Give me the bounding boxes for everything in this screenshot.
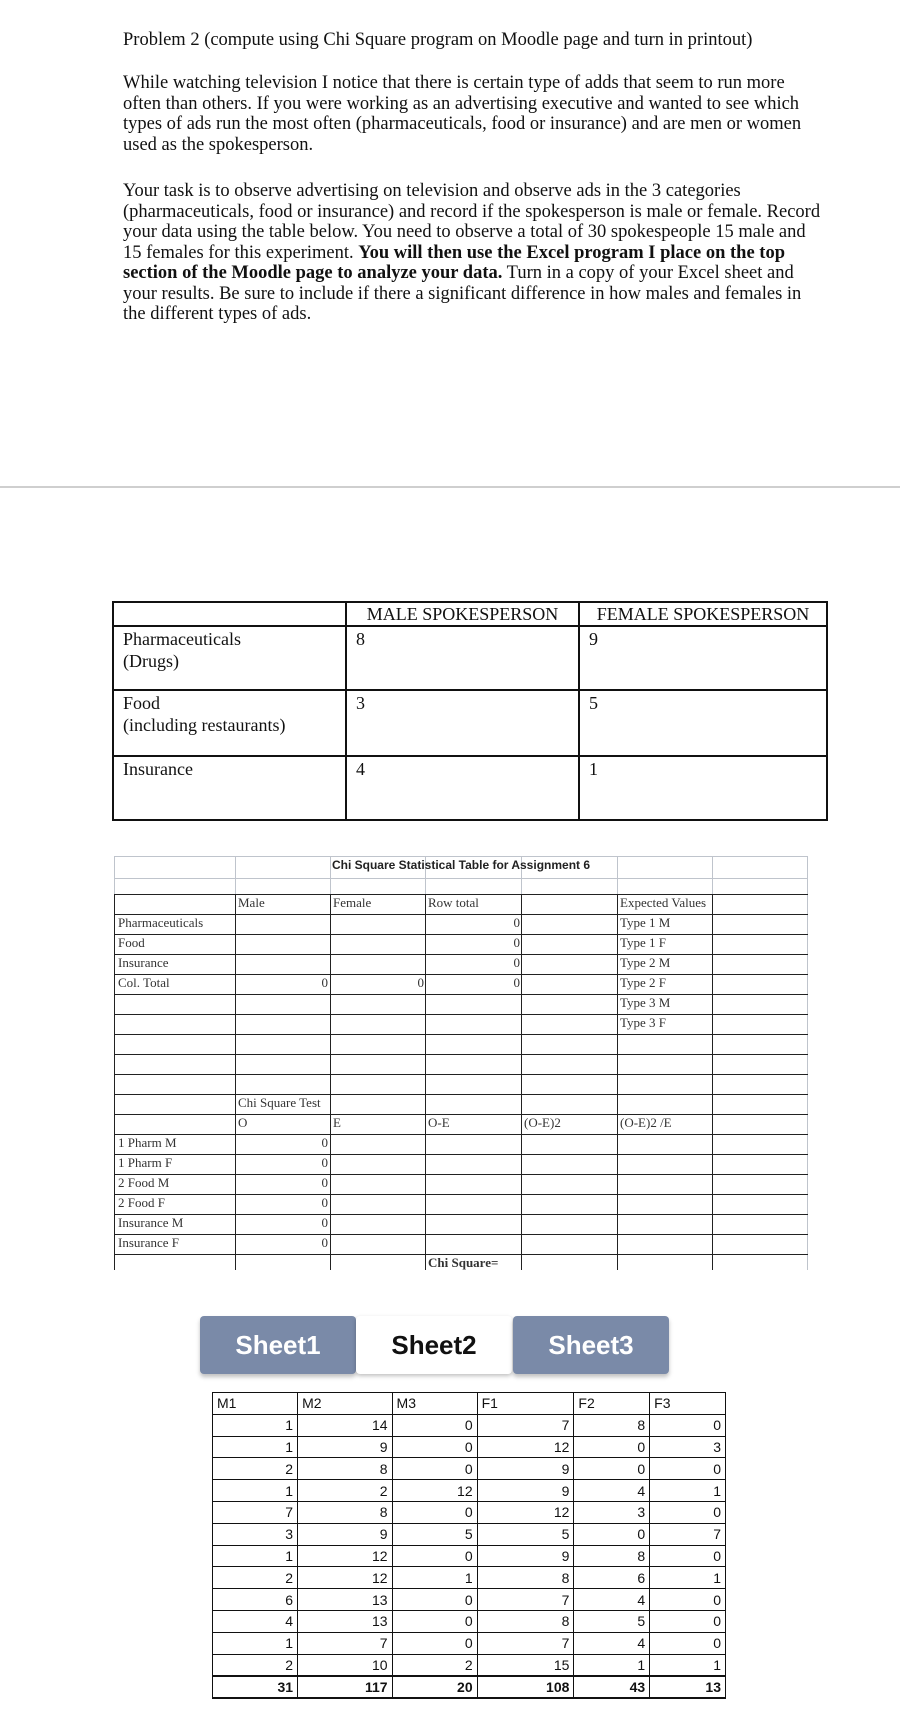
data-cell-m3[interactable]: 20 [392, 1676, 477, 1698]
test-observed-cell: 0 [321, 1195, 328, 1210]
page-divider [0, 486, 900, 488]
chi-square-result-label: Chi Square= [428, 1255, 499, 1270]
test-header-squared: (O-E)2 [524, 1115, 561, 1130]
test-observed-cell: 0 [321, 1215, 328, 1230]
data-cell-m1[interactable]: 1 [213, 1632, 298, 1654]
problem-heading [123, 30, 823, 51]
data-cell-f1[interactable]: 12 [477, 1436, 574, 1458]
data-cell-f1[interactable]: 9 [477, 1545, 574, 1567]
data-cell-m2[interactable]: 7 [298, 1632, 392, 1654]
data-cell-m3[interactable]: 2 [392, 1654, 477, 1676]
data-cell-m2[interactable]: 12 [298, 1545, 392, 1567]
observation-category: Pharmaceuticals (Drugs) [113, 626, 346, 690]
test-header-e: E [333, 1115, 341, 1130]
data-cell-f1[interactable]: 7 [477, 1632, 574, 1654]
data-cell-m3[interactable]: 1 [392, 1567, 477, 1589]
data-cell-m3[interactable]: 12 [392, 1480, 477, 1502]
data-cell-f3[interactable]: 1 [650, 1480, 726, 1502]
data-cell-m1[interactable]: 1 [213, 1414, 298, 1436]
col-total-male: 0 [321, 975, 328, 990]
test-row-label: 2 Food F [118, 1195, 165, 1210]
row-label-insurance: Insurance [118, 955, 169, 970]
test-row-label: 2 Food M [118, 1175, 170, 1190]
data-cell-m3[interactable]: 0 [392, 1610, 477, 1632]
data-cell-m1[interactable]: 2 [213, 1567, 298, 1589]
data-cell-m3[interactable]: 0 [392, 1436, 477, 1458]
problem-heading-text: Problem 2 (compute using Chi Square program on Moodle page and turn in printout) [123, 30, 753, 50]
data-cell-f2[interactable]: 43 [574, 1676, 650, 1698]
chi-sheet-title: Chi Square Statistical Table for Assignment 6 [331, 858, 591, 872]
table-row [213, 1480, 726, 1502]
observation-row [113, 756, 827, 820]
data-cell-m1[interactable]: 3 [213, 1523, 298, 1545]
data-cell-f3[interactable]: 0 [650, 1610, 726, 1632]
table-row [213, 1632, 726, 1654]
data-cell-f3[interactable]: 13 [650, 1676, 726, 1698]
data-cell-m2[interactable]: 117 [298, 1676, 392, 1698]
test-row-label: 1 Pharm F [118, 1155, 173, 1170]
test-header-o: O [238, 1115, 248, 1130]
observation-row [113, 626, 827, 690]
data-cell-f3[interactable]: 0 [650, 1414, 726, 1436]
data-cell-m1[interactable]: 1 [213, 1436, 298, 1458]
data-cell-f2[interactable]: 4 [574, 1480, 650, 1502]
tab-sheet3[interactable]: Sheet3 [513, 1316, 669, 1374]
data-cell-m3[interactable]: 0 [392, 1545, 477, 1567]
data-cell-m2[interactable]: 2 [298, 1480, 392, 1502]
table-row [213, 1610, 726, 1632]
expected-type: Type 2 M [620, 955, 671, 970]
data-cell-m2[interactable]: 13 [298, 1610, 392, 1632]
data-cell-m2[interactable]: 9 [298, 1523, 392, 1545]
test-header-ratio: (O-E)2 /E [620, 1115, 672, 1130]
spokesperson-data-table [212, 1392, 726, 1699]
data-cell-m1[interactable]: 31 [213, 1676, 298, 1698]
data-cell-f2[interactable]: 1 [574, 1654, 650, 1676]
chi-test-title: Chi Square Test [238, 1095, 321, 1110]
col-header-male: Male [238, 895, 265, 910]
data-cell-f1[interactable]: 8 [477, 1610, 574, 1632]
data-cell-m1[interactable]: 2 [213, 1458, 298, 1480]
data-cell-m3[interactable]: 0 [392, 1589, 477, 1611]
test-header-o-minus-e: O-E [428, 1115, 450, 1130]
data-cell-m3[interactable]: 5 [392, 1523, 477, 1545]
data-cell-f1[interactable]: 12 [477, 1501, 574, 1523]
col-header-row-total: Row total [428, 895, 479, 910]
row-total-cell: 0 [513, 935, 520, 950]
data-cell-f2[interactable]: 8 [574, 1545, 650, 1567]
observation-header-blank [113, 602, 346, 626]
data-cell-f1[interactable]: 7 [477, 1414, 574, 1436]
row-total-cell: 0 [513, 915, 520, 930]
data-cell-f2[interactable]: 3 [574, 1501, 650, 1523]
test-observed-cell: 0 [321, 1175, 328, 1190]
expected-type: Type 1 F [620, 935, 667, 950]
data-cell-m3[interactable]: 0 [392, 1501, 477, 1523]
observation-category: Insurance [113, 756, 346, 820]
observation-female-count[interactable]: 9 [579, 626, 827, 690]
data-cell-m1[interactable]: 2 [213, 1654, 298, 1676]
sheet-grid [114, 856, 808, 1270]
task-text-end: Turn in a copy of your Excel sheet and your results. Be sure to include if there a significant difference in how males and females in the different types of ads. [123, 263, 802, 324]
data-cell-f1[interactable]: 108 [477, 1676, 574, 1698]
table-row [213, 1436, 726, 1458]
data-cell-m2[interactable]: 9 [298, 1436, 392, 1458]
data-cell-m2[interactable]: 14 [298, 1414, 392, 1436]
intro-paragraph-text: While watching television I notice that there is certain type of adds that seem to run more often than others. If you were working as an advertising executive and wanted to see which types of ads run the most often (pharmaceuticals, food or insurance) and are men or women used as the spokesperson. [123, 73, 802, 155]
data-cell-m3[interactable]: 0 [392, 1458, 477, 1480]
row-label-col-total: Col. Total [118, 975, 170, 990]
expected-values-header: Expected Values [620, 895, 707, 910]
data-cell-f2[interactable]: 5 [574, 1610, 650, 1632]
data-cell-f3[interactable]: 0 [650, 1589, 726, 1611]
task-text-start: Your task is to observe advertising on television and observe ads in the 3 categories (pharmaceuticals, food or insurance) and record if the spokesperson is male or female. Record your data using the table below. You need to observe a total of 30 spokespeople 15 male and 15 females for this experiment. [123, 181, 821, 263]
data-cell-f3[interactable]: 7 [650, 1523, 726, 1545]
header-f1: F1 [477, 1393, 574, 1415]
test-row-label: Insurance F [118, 1235, 180, 1250]
data-cell-f1[interactable]: 15 [477, 1654, 574, 1676]
observation-male-count[interactable]: 8 [346, 626, 579, 690]
header-f2: F2 [574, 1393, 650, 1415]
table-row [213, 1567, 726, 1589]
table-row [213, 1589, 726, 1611]
data-cell-f3[interactable]: 1 [650, 1654, 726, 1676]
data-cell-m2[interactable]: 8 [298, 1501, 392, 1523]
expected-type: Type 3 F [620, 1015, 667, 1030]
data-cell-m1[interactable]: 1 [213, 1545, 298, 1567]
data-cell-f1[interactable]: 7 [477, 1589, 574, 1611]
data-cell-f3[interactable]: 0 [650, 1632, 726, 1654]
data-cell-f3[interactable]: 0 [650, 1501, 726, 1523]
data-header-row [213, 1393, 726, 1415]
totals-row [213, 1676, 726, 1698]
data-cell-m2[interactable]: 8 [298, 1458, 392, 1480]
data-cell-f1[interactable]: 5 [477, 1523, 574, 1545]
observation-row [113, 690, 827, 756]
observation-category: Food (including restaurants) [113, 690, 346, 756]
data-cell-f2[interactable]: 4 [574, 1589, 650, 1611]
data-cell-m1[interactable]: 7 [213, 1501, 298, 1523]
intro-paragraph [123, 73, 823, 155]
data-cell-m3[interactable]: 0 [392, 1414, 477, 1436]
data-cell-f2[interactable]: 8 [574, 1414, 650, 1436]
tab-sheet1[interactable]: Sheet1 [200, 1316, 356, 1374]
col-total-female: 0 [417, 975, 424, 990]
data-cell-f2[interactable]: 0 [574, 1436, 650, 1458]
table-row [213, 1414, 726, 1436]
data-cell-m1[interactable]: 6 [213, 1589, 298, 1611]
expected-type: Type 1 M [620, 915, 671, 930]
observation-header-female: FEMALE SPOKESPERSON [579, 602, 827, 626]
data-cell-m1[interactable]: 1 [213, 1480, 298, 1502]
data-cell-f1[interactable]: 9 [477, 1458, 574, 1480]
table-row [213, 1458, 726, 1480]
test-observed-cell: 0 [321, 1135, 328, 1150]
data-cell-f3[interactable]: 0 [650, 1458, 726, 1480]
task-paragraph [123, 181, 823, 325]
sheet-dark-grid [114, 894, 808, 1270]
col-header-female: Female [333, 895, 372, 910]
data-cell-m2[interactable]: 13 [298, 1589, 392, 1611]
observation-header-male: MALE SPOKESPERSON [346, 602, 579, 626]
header-f3: F3 [650, 1393, 726, 1415]
data-cell-m1[interactable]: 4 [213, 1610, 298, 1632]
data-cell-f1[interactable]: 9 [477, 1480, 574, 1502]
data-cell-m3[interactable]: 0 [392, 1632, 477, 1654]
data-body [213, 1414, 726, 1697]
data-cell-f2[interactable]: 6 [574, 1567, 650, 1589]
data-cell-f2[interactable]: 0 [574, 1458, 650, 1480]
row-label-food: Food [118, 935, 145, 950]
test-observed-cell: 0 [321, 1235, 328, 1250]
table-row [213, 1523, 726, 1545]
data-cell-m2[interactable]: 10 [298, 1654, 392, 1676]
header-m2: M2 [298, 1393, 392, 1415]
data-cell-f2[interactable]: 0 [574, 1523, 650, 1545]
data-cell-f3[interactable]: 1 [650, 1567, 726, 1589]
observation-female-count[interactable]: 5 [579, 690, 827, 756]
table-row [213, 1545, 726, 1567]
test-observed-cell: 0 [321, 1155, 328, 1170]
row-total-cell: 0 [513, 955, 520, 970]
data-cell-f3[interactable]: 0 [650, 1545, 726, 1567]
expected-type: Type 3 M [620, 995, 671, 1010]
table-row [213, 1654, 726, 1676]
data-cell-f3[interactable]: 3 [650, 1436, 726, 1458]
task-text-bold: You will then use the Excel program I place on the top section of the Moodle page to analyze your data. [123, 242, 785, 283]
data-cell-f2[interactable]: 4 [574, 1632, 650, 1654]
tab-sheet2[interactable]: Sheet2 [356, 1316, 512, 1374]
expected-type: Type 2 F [620, 975, 667, 990]
observation-female-count[interactable]: 1 [579, 756, 827, 820]
test-row-label: 1 Pharm M [118, 1135, 177, 1150]
observation-header-row [113, 602, 827, 626]
header-m1: M1 [213, 1393, 298, 1415]
data-cell-m2[interactable]: 12 [298, 1567, 392, 1589]
observation-male-count[interactable]: 4 [346, 756, 579, 820]
chi-square-spreadsheet [114, 856, 808, 1270]
observation-table [112, 601, 828, 821]
test-row-label: Insurance M [118, 1215, 184, 1230]
data-cell-f1[interactable]: 8 [477, 1567, 574, 1589]
row-label-pharmaceuticals: Pharmaceuticals [118, 915, 204, 930]
observation-male-count[interactable]: 3 [346, 690, 579, 756]
table-row [213, 1501, 726, 1523]
header-m3: M3 [392, 1393, 477, 1415]
row-total-cell: 0 [513, 975, 520, 990]
